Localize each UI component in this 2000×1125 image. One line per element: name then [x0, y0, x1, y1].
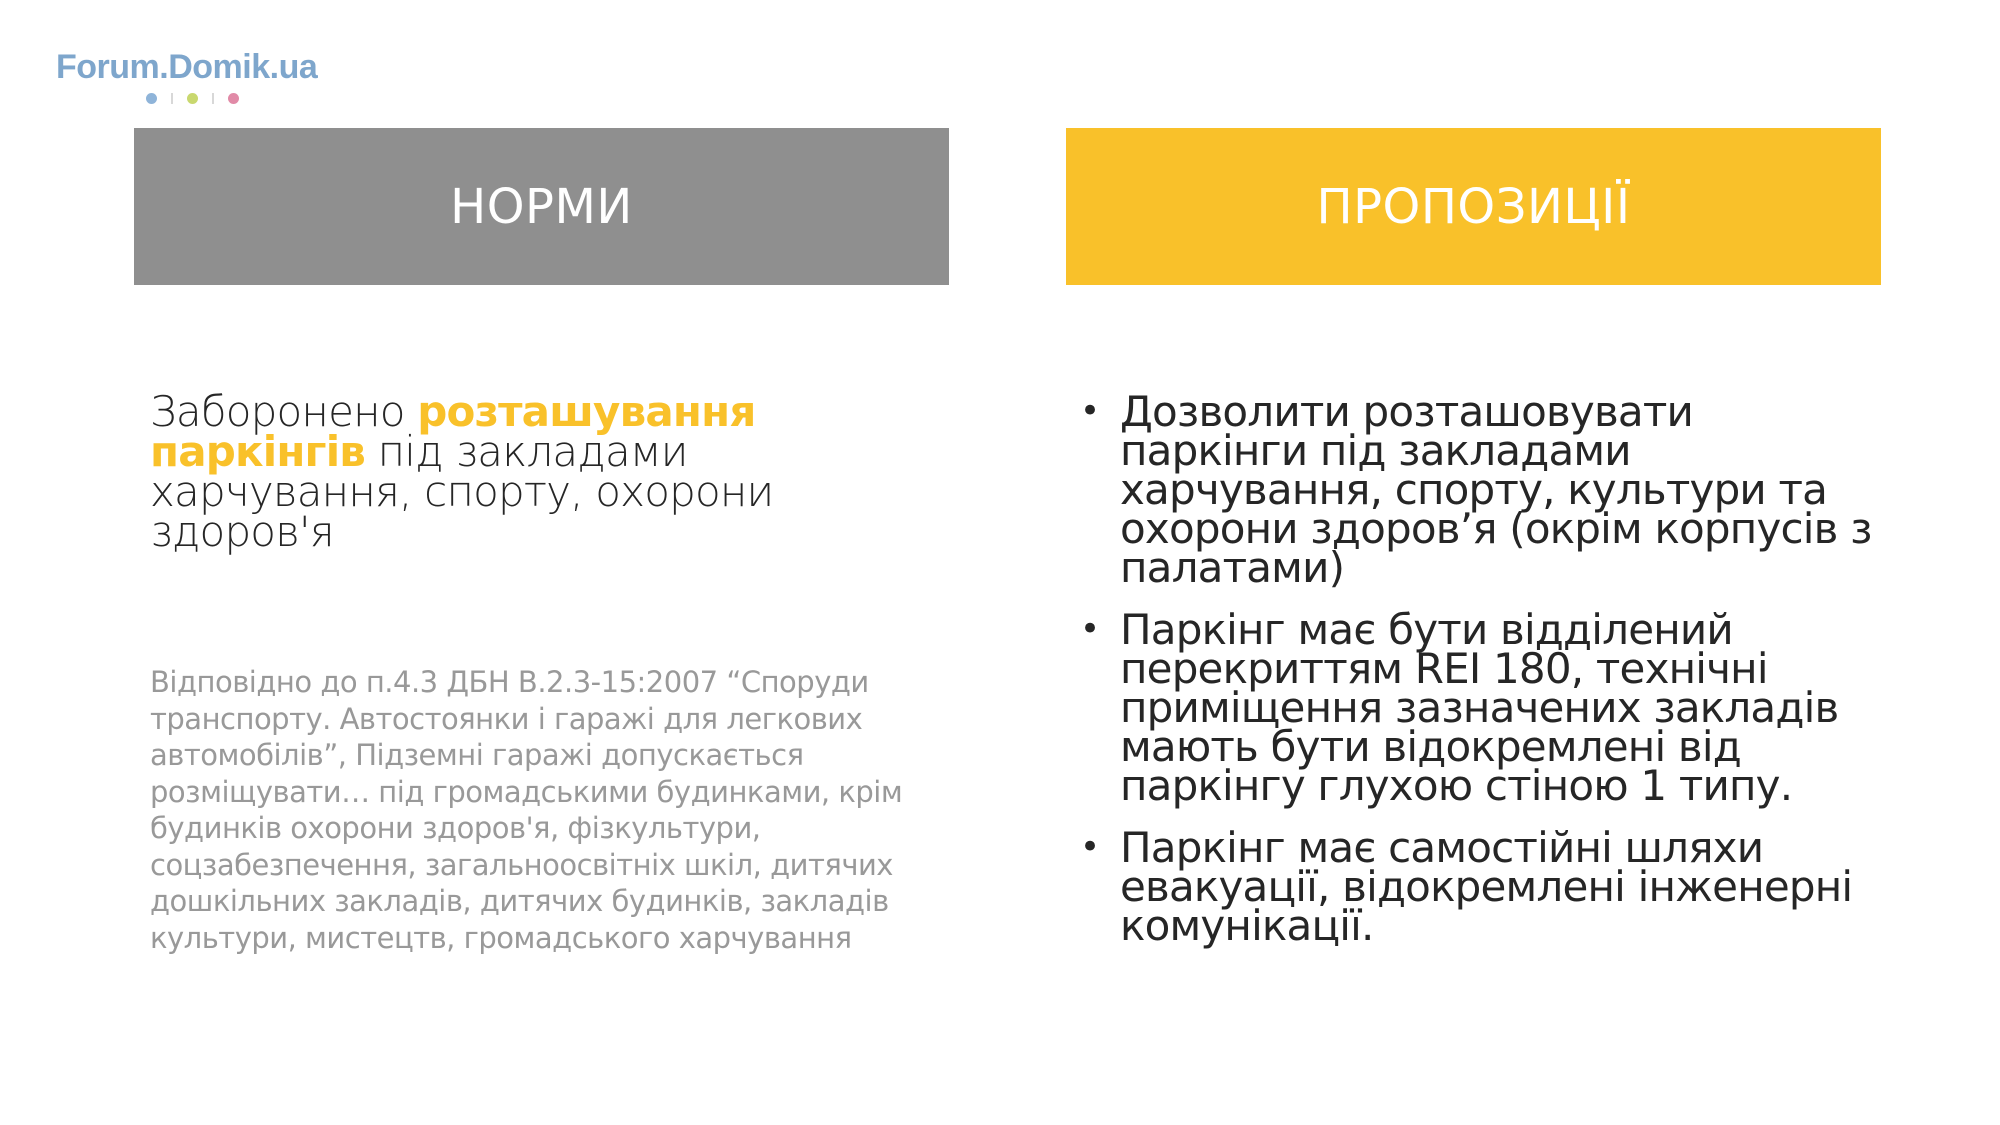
logo-text: Forum.Domik.ua	[56, 48, 318, 86]
proposal-item	[1080, 823, 1890, 950]
proposal-item	[1080, 605, 1890, 810]
proposal-list	[1080, 387, 1890, 950]
proposal-text: Паркінг має бути відділений перекриттям REI 180, технічні приміщення зазначених закладів мають бути відокремлені від паркінгу глухою стіною 1 типу.	[1120, 605, 1839, 810]
norm-statement-suffix: під закладами харчування, спорту, охорони здоров'я	[150, 427, 774, 556]
norm-reference: Відповідно до п.4.3 ДБН В.2.3-15:2007 “Споруди транспорту. Автостоянки і гаражі для легкових автомобілів”, Підземні гаражі допускається розміщувати… під громадськими будинками, крім будинків охорони здоров'я, фізкультури, соцзабезпечення, загальноосвітніх шкіл, дитячих дошкільних закладів, дитячих будинків, закладів культури, мистецтв, громадського харчування	[150, 665, 903, 955]
proposal-text: Паркінг має самостійні шляхи евакуації, відокремлені інженерні комунікації.	[1120, 823, 1853, 950]
bullet-icon: •	[1080, 609, 1100, 649]
logo-separator	[171, 93, 173, 104]
proposals-header-title: ПРОПОЗИЦІЇ	[1316, 178, 1631, 235]
logo-separator	[212, 93, 214, 104]
norm-statement	[150, 387, 940, 556]
logo-dots	[146, 92, 239, 104]
norms-column	[150, 387, 940, 956]
norms-header	[134, 128, 949, 285]
proposals-column	[1080, 387, 1890, 968]
proposal-text: Дозволити розташовувати паркінги під закладами харчування, спорту, культури та охорони здоров’я (окрім корпусів з палатами)	[1120, 387, 1872, 592]
proposals-header	[1066, 128, 1881, 285]
bullet-icon: •	[1080, 827, 1100, 867]
bullet-icon: •	[1080, 391, 1100, 431]
norm-statement-prefix: Заборонено	[150, 387, 418, 436]
logo-dot-pink	[228, 93, 239, 104]
site-logo	[56, 48, 336, 108]
logo-dot-blue	[146, 93, 157, 104]
norm-statement-highlight: розташування паркінгів	[150, 387, 756, 476]
norms-header-title: НОРМИ	[450, 178, 633, 235]
logo-dot-green	[187, 93, 198, 104]
proposal-item	[1080, 387, 1890, 592]
